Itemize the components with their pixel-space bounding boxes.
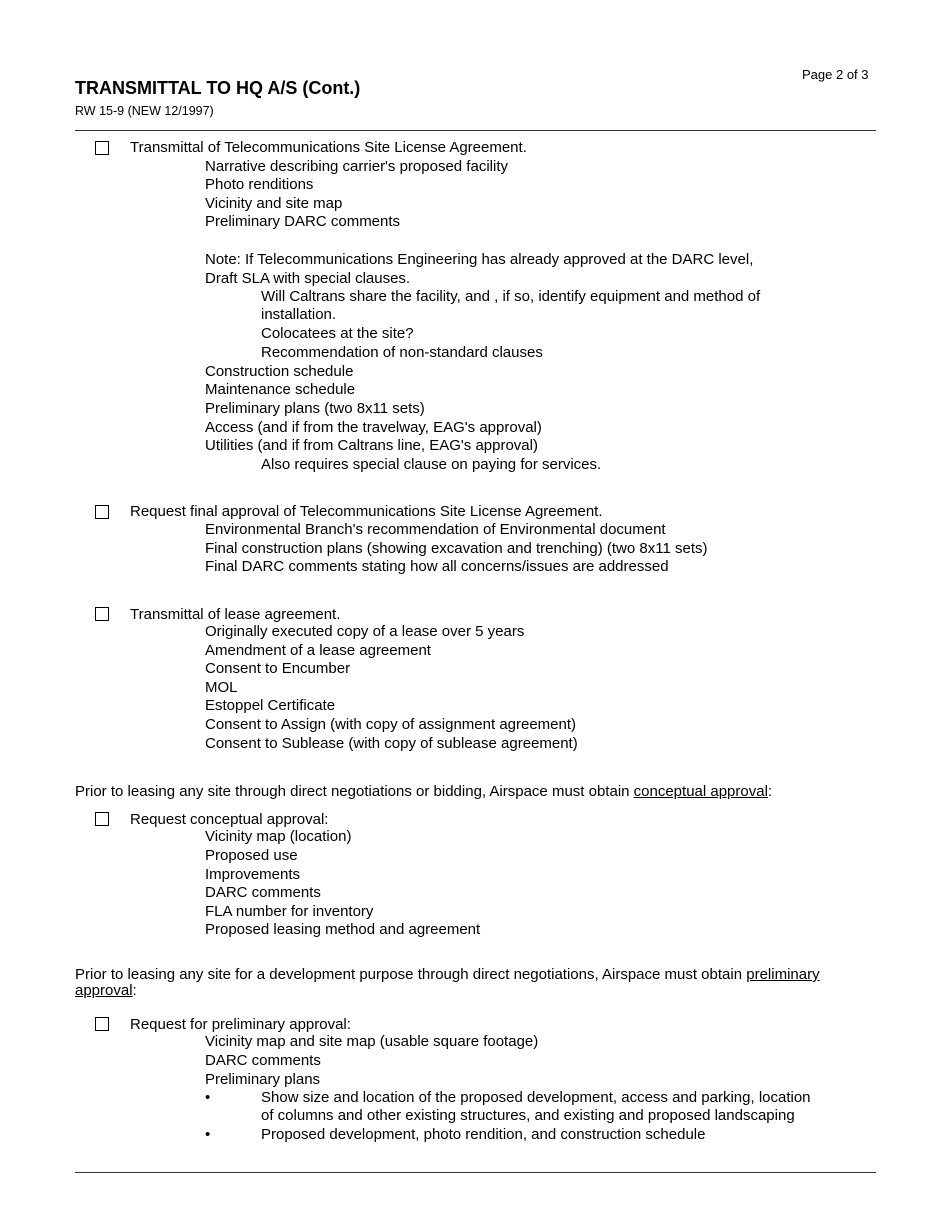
checkbox-preliminary[interactable]: [95, 1017, 109, 1031]
list-item: Construction schedule: [205, 363, 354, 380]
bullet-item-cont: of columns and other existing structures, and existing and proposed landscaping: [261, 1107, 795, 1124]
list-item: Environmental Branch's recommendation of Environmental document: [205, 521, 666, 538]
list-item: Vicinity map and site map (usable square footage): [205, 1033, 539, 1050]
list-item: Preliminary plans: [205, 1071, 321, 1088]
bullet-icon: •: [205, 1089, 211, 1106]
sub-item: Recommendation of non-standard clauses: [261, 344, 543, 361]
sub-item: installation.: [261, 306, 337, 323]
preliminary-heading: Request for preliminary approval:: [130, 1016, 351, 1033]
list-item: Amendment of a lease agreement: [205, 642, 431, 659]
list-item: DARC comments: [205, 884, 321, 901]
list-item: Maintenance schedule: [205, 381, 356, 398]
checkbox-telecom-final[interactable]: [95, 505, 109, 519]
sub-item: Colocatees at the site?: [261, 325, 414, 342]
sub-item: Also requires special clause on paying for services.: [261, 456, 602, 473]
checkbox-telecom-transmittal[interactable]: [95, 141, 109, 155]
telecom-note: Note: If Telecommunications Engineering has already approved at the DARC level,: [205, 251, 754, 268]
form-number: RW 15-9 (NEW 12/1997): [75, 104, 214, 118]
list-item: Vicinity map (location): [205, 828, 352, 845]
checkbox-conceptual[interactable]: [95, 812, 109, 826]
list-item: Final construction plans (showing excavation and trenching) (two 8x11 sets): [205, 540, 708, 557]
list-item: Consent to Encumber: [205, 660, 351, 677]
list-item: Improvements: [205, 866, 301, 883]
list-item: Estoppel Certificate: [205, 697, 336, 714]
list-item: Originally executed copy of a lease over 5 years: [205, 623, 525, 640]
telecom-transmittal-heading: Transmittal of Telecommunications Site License Agreement.: [130, 139, 527, 156]
list-item: Photo renditions: [205, 176, 314, 193]
preliminary-intro-line1: Prior to leasing any site for a development purpose through direct negotiations, Airspace must obtain preliminary: [75, 966, 820, 983]
top-divider: [75, 130, 876, 131]
list-item: Consent to Sublease (with copy of sublease agreement): [205, 735, 578, 752]
list-item: Proposed leasing method and agreement: [205, 921, 481, 938]
bullet-item: Proposed development, photo rendition, and construction schedule: [261, 1126, 706, 1143]
telecom-final-heading: Request final approval of Telecommunications Site License Agreement.: [130, 503, 603, 520]
list-item: Consent to Assign (with copy of assignment agreement): [205, 716, 577, 733]
list-item: Utilities (and if from Caltrans line, EAG's approval): [205, 437, 538, 454]
bottom-divider: [75, 1172, 876, 1173]
page-number: Page 2 of 3: [802, 67, 869, 82]
preliminary-approval-term: preliminary: [746, 966, 820, 983]
list-item: FLA number for inventory: [205, 903, 374, 920]
preliminary-intro-line2: approval:: [75, 982, 137, 999]
list-item: Access (and if from the travelway, EAG's approval): [205, 419, 542, 436]
list-item: Preliminary plans (two 8x11 sets): [205, 400, 425, 417]
list-item: Narrative describing carrier's proposed facility: [205, 158, 508, 175]
conceptual-approval-term: conceptual approval: [633, 783, 768, 800]
preliminary-approval-term-cont: approval: [75, 982, 133, 999]
page-title: TRANSMITTAL TO HQ A/S (Cont.): [75, 78, 361, 98]
bullet-icon: •: [205, 1126, 211, 1143]
lease-heading: Transmittal of lease agreement.: [130, 606, 341, 623]
conceptual-intro: Prior to leasing any site through direct negotiations or bidding, Airspace must obtain conceptual approval:: [75, 783, 773, 800]
list-item: DARC comments: [205, 1052, 321, 1069]
checkbox-lease[interactable]: [95, 607, 109, 621]
sub-item: Will Caltrans share the facility, and , if so, identify equipment and method of: [261, 288, 761, 305]
list-item: Proposed use: [205, 847, 298, 864]
list-item: MOL: [205, 679, 238, 696]
draft-sla-item: Draft SLA with special clauses.: [205, 270, 411, 287]
list-item: Preliminary DARC comments: [205, 213, 401, 230]
list-item: Final DARC comments stating how all concerns/issues are addressed: [205, 558, 669, 575]
conceptual-heading: Request conceptual approval:: [130, 811, 329, 828]
list-item: Vicinity and site map: [205, 195, 343, 212]
bullet-item: Show size and location of the proposed development, access and parking, location: [261, 1089, 811, 1106]
